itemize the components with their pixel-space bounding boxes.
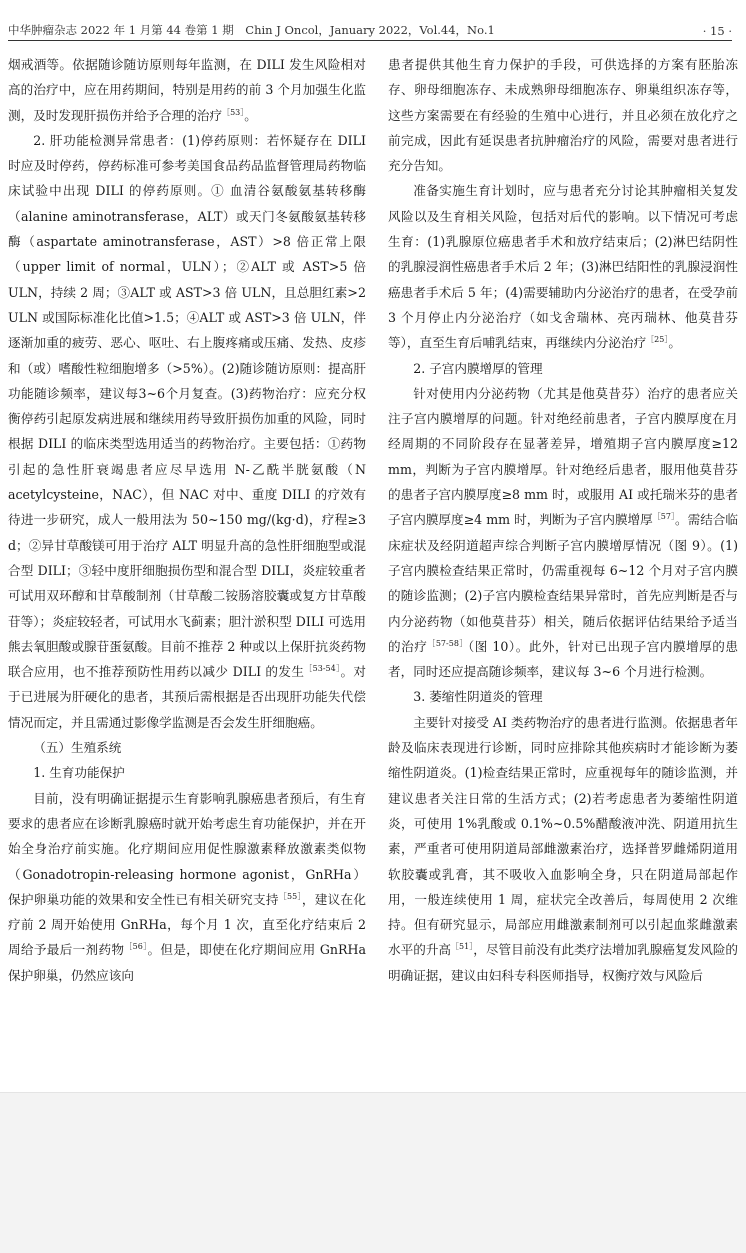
running-header	[8, 16, 732, 41]
section-heading: （五）生殖系统	[33, 740, 122, 756]
citation[interactable]: ［57］	[652, 512, 675, 522]
subsection-heading: 1. 生育功能保护	[33, 765, 125, 781]
citation[interactable]: ［55］	[278, 891, 302, 901]
blank-footer-area	[0, 1092, 746, 1253]
citation[interactable]: ［25］	[646, 335, 669, 345]
paragraph: 准备实施生育计划时，应与患者充分讨论其肿瘤相关复发风险以及生育相关风险，包括对后代的影响。以下情况可考虑生育：(1)乳腺原位癌患者手术和放疗结束后；(2)淋巴结阴性的乳腺浸润性癌患者手术后 2 年；(3)淋巴结阳性的乳腺浸润性癌患者手术后 5 年；(4)需要辅助内分泌治疗的患者，在受孕前 3 个月停止内分泌治疗（如戈舍瑞林、亮丙瑞林、他莫昔芬等），直至生育后哺乳结束，再继续内分泌治疗$^{[25]}$。	[388, 183, 738, 351]
journal-citation: 中华肿瘤杂志 2022 年 1 月第 44 卷第 1 期 Chin J Oncol，January 2022，Vol.44，No.1	[8, 23, 495, 37]
subsection-heading: 3. 萎缩性阴道炎的管理	[413, 689, 543, 705]
citation[interactable]: ［53-54］	[304, 663, 341, 673]
subsection-heading: 2. 子宫内膜增厚的管理	[413, 360, 543, 376]
citation[interactable]: ［53］	[222, 107, 245, 117]
paragraph: 患者提供其他生育力保护的手段，可供选择的方案有胚胎冻存、卵母细胞冻存、未成熟卵母细胞冻存、卵巢组织冻存等，这些方案需要在有经验的生殖中心进行，并且必须在放化疗之前完成，因此有延误患者抗肿瘤治疗的风险，需要对患者进行充分告知。	[388, 57, 738, 174]
citation[interactable]: ［56］	[124, 942, 148, 952]
paragraph: 目前，没有明确证据提示生育影响乳腺癌患者预后，有生育要求的患者应在诊断乳腺癌时就开始考虑生育功能保护，并在开始全身治疗前实施。化疗期间应用促性腺激素释放激素类似物（Gonadotropin-releasing hormone agonist，GnRHa）保护卵巢功能的效果和安全性已有相关研究支持$^{[55]}$，建议在化疗前 2 周开始使用 GnRHa，每个月 1 次，直至化疗结束后 2 周给予最后一剂药物$^{[56]}$。但是，即使在化疗期间应用 GnRHa 保护卵巢，仍然应该向	[8, 790, 366, 983]
citation[interactable]: ［57-58］	[427, 638, 468, 648]
paragraph: 针对使用内分泌药物（尤其是他莫昔芬）治疗的患者应关注子宫内膜增厚的问题。针对绝经前患者，子宫内膜厚度在月经周期的不同阶段存在显著差异，增殖期子宫内膜厚度≥12 mm，判断为子宫内膜增厚。针对绝经后患者，服用他莫昔芬的患者子宫内膜厚度≥8 mm 时，或服用 AI 或托瑞米芬的患者子宫内膜厚度≥4 mm 时，判断为子宫内膜增厚$^{[57]}$。需结合临床症状及经阴道超声综合判断子宫内膜增厚情况（图 9）。(1)子宫内膜检查结果正常时，仍需重视每 6~12 个月对子宫内膜的随诊监测；(2)子宫内膜检查结果异常时，首先应判断是否与内分泌药物（如他莫昔芬）相关，随后依据评估结果给予适当的治疗$^{[57-58]}$（图 10）。此外，针对已出现子宫内膜增厚的患者，同时还应提高随诊频率，建议每 3~6 个月进行检测。	[388, 385, 738, 680]
page-number: · 15 ·	[702, 24, 732, 38]
citation[interactable]: ［51］	[451, 942, 474, 952]
left-column	[8, 52, 366, 1052]
paragraph: 烟戒酒等。依据随诊随访原则每年监测，在 DILI 发生风险相对高的治疗中，应在用药期间，特别是用药的前 3 个月加强生化监测，及时发现肝损伤并给予合理的治疗$^{[53]}$。	[8, 57, 366, 123]
paragraph: 主要针对接受 AI 类药物治疗的患者进行监测。依据患者年龄及临床表现进行诊断，同时应排除其他疾病时才能诊断为萎缩性阴道炎。(1)检查结果正常时，应重视每年的随诊监测，并建议患者关注日常的生活方式；(2)若考虑患者为萎缩性阴道炎，可使用 1%乳酸或 0.1%~0.5%醋酸液冲洗、阴道用抗生素，严重者可使用阴道局部雌激素治疗，选择普罗雌烯阴道用软胶囊或乳膏，其不吸收入血影响全身，只在阴道局部起作用，一般连续使用 1 周，症状完全改善后，每周使用 2 次维持。但有研究显示，局部应用雌激素制剂可以引起血浆雌激素水平的升高$^{[51]}$，尽管目前没有此类疗法增加乳腺癌复发风险的明确证据，建议由妇科专科医师指导，权衡疗效与风险后	[388, 714, 738, 983]
right-column	[388, 52, 738, 1052]
paragraph: 2. 肝功能检测异常患者：(1)停药原则：若怀疑存在 DILI 时应及时停药，停药标准可参考美国食品药品监督管理局药物临床试验中出现 DILI 的停药原则。① 血清谷氨酸氨基转移酶（alanine aminotransferase，ALT）或天门冬氨酸氨基转移酶（aspartate aminotransferase，AST）>8 倍正常上限（upper limit of normal，ULN）；②ALT 或 AST>5 倍 ULN，持续 2 周；③ALT 或 AST>3 倍 ULN，且总胆红素>2 ULN 或国际标准化比值>1.5；④ALT 或 AST>3 倍 ULN，伴逐渐加重的疲劳、恶心、呕吐、右上腹疼痛或压痛、发热、皮疹和（或）嗜酸性粒细胞增多（>5%）。(2)随诊随访原则：提高肝功能随诊频率，建议每3~6个月复查。(3)药物治疗：应充分权衡停药引起原发病进展和继续用药导致肝损伤加重的风险，同时根据 DILI 的临床类型选用适当的药物治疗。主要包括：①药物引起的急性肝衰竭患者应尽早选用 N-乙酰半胱氨酸（N acetylcysteine，NAC），但 NAC 对中、重度 DILI 的疗效有待进一步研究，成人一般用法为 50~150 mg/(kg·d)，疗程≥3 d；②异甘草酸镁可用于治疗 ALT 明显升高的急性肝细胞型或混合型 DILI；③轻中度肝细胞损伤型和混合型 DILI，炎症较重者可试用双环醇和甘草酸制剂（甘草酸二铵肠溶胶囊或复方甘草酸苷等）；炎症较轻者，可试用水飞蓟素；胆汁淤积型 DILI 可选用熊去氧胆酸或腺苷蛋氨酸。目前不推荐 2 种或以上保肝抗炎药物联合应用，也不推荐预防性用药以减少 DILI 的发生$^{[53-54]}$。对于已进展为肝硬化的患者，其预后需根据是否出现肝功能失代偿情况而定，并且需通过影像学监测是否会发生肝细胞癌。	[8, 132, 366, 730]
